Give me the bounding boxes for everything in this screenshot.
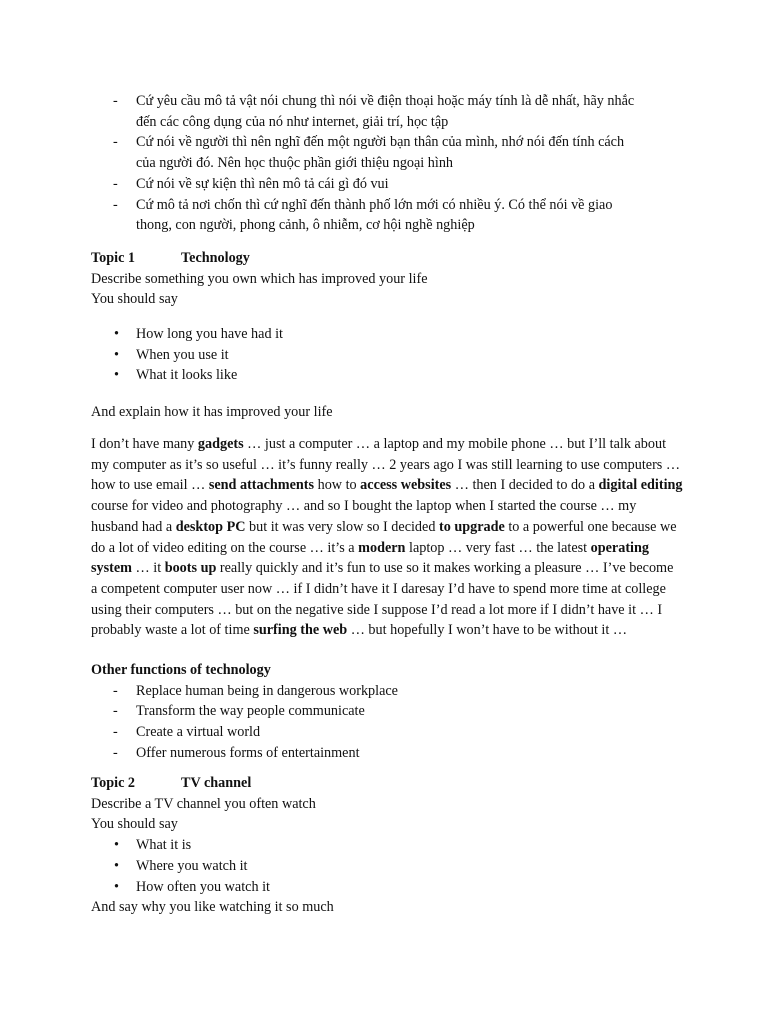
should-say-label: You should say <box>91 816 178 833</box>
intro-tip <box>113 195 693 236</box>
intro-tip <box>113 91 693 132</box>
answer-text: to a powerful one because we do a lot of video editing on the course … it’s a <box>91 518 677 556</box>
other-functions-heading: Other functions of technology <box>91 662 271 678</box>
key-vocabulary: to upgrade <box>438 518 505 535</box>
bullet-marker: • <box>114 326 119 342</box>
topic-name: TV channel <box>181 775 252 791</box>
list-item <box>113 722 691 743</box>
topic-number: Topic 2 <box>91 775 136 791</box>
point-text: How often you watch it <box>136 878 270 895</box>
point-text: How long you have had it <box>136 326 283 342</box>
function-text: Create a virtual world <box>136 724 261 741</box>
bullet-marker: • <box>114 346 119 363</box>
intro-tip <box>113 132 693 173</box>
intro-tip <box>113 174 693 195</box>
list-item <box>113 365 691 386</box>
answer-text: but it was very slow so I decided <box>245 518 439 535</box>
dash-marker: - <box>113 744 118 761</box>
topic-1-points <box>91 324 691 386</box>
topic-2-section <box>91 773 691 918</box>
topic-prompt: Describe something you own which has improved your life <box>91 270 428 287</box>
intro-tip-line: Cứ nói về người thì nên nghĩ đến một người bạn thân của mình, nhớ nói đến tính cách <box>136 134 625 151</box>
function-text: Offer numerous forms of entertainment <box>136 744 360 761</box>
function-text: Replace human being in dangerous workplace <box>136 682 398 699</box>
answer-text: really quickly and it’s fun to use so it makes working a pleasure … I’ve become a competent computer user now … if I didn’t have it I daresay I’d have to spend more time at college using their computers … but on the negative side I suppose I’d read a lot more if I didn’t have it … I probably waste a lot of time <box>91 560 674 639</box>
list-item <box>113 856 691 877</box>
list-item <box>113 835 691 856</box>
topic-1-header <box>91 248 691 310</box>
topic-title <box>91 773 691 794</box>
key-vocabulary: digital editing <box>598 477 683 494</box>
answer-text: … it <box>131 560 165 577</box>
bullet-marker: • <box>114 878 119 895</box>
answer-text: laptop … very fast … the latest <box>405 539 591 556</box>
list-item <box>113 877 691 898</box>
point-text: What it looks like <box>136 367 238 384</box>
topic-1-explain: And explain how it has improved your life <box>91 404 333 420</box>
intro-tip-line: Cứ yêu cầu mô tả vật nói chung thì nói về điện thoại hoặc máy tính là dễ nhất, hãy nhắc <box>136 93 635 109</box>
topic-explain: And say why you like watching it so much <box>91 899 334 916</box>
intro-tip-line: đến các công dụng của nó như internet, giải trí, học tập <box>136 113 449 130</box>
intro-tips-list <box>113 91 693 236</box>
topic-name: Technology <box>181 250 250 266</box>
intro-tip-line: Cứ nói về sự kiện thì nên mô tả cái gì đó vui <box>136 175 389 192</box>
key-vocabulary: access websites <box>360 477 452 494</box>
key-vocabulary: desktop PC <box>175 518 246 535</box>
point-text: Where you watch it <box>136 857 248 874</box>
bullet-marker: • <box>114 857 119 874</box>
dash-marker: - <box>113 175 118 192</box>
dash-marker: - <box>113 196 118 213</box>
list-item <box>113 743 691 764</box>
intro-tip-line: của người đó. Nên học thuộc phần giới thiệu ngoại hình <box>136 155 454 172</box>
list-item <box>113 701 691 722</box>
intro-tip-line: thong, con người, phong cảnh, ô nhiễm, cơ hội nghề nghiệp <box>136 217 475 234</box>
other-functions-section <box>91 660 691 764</box>
answer-text: I don’t have many <box>91 436 198 452</box>
topic-title <box>91 248 691 269</box>
dash-marker: - <box>113 93 118 109</box>
answer-text: … but hopefully I won’t have to be without it … <box>347 622 628 639</box>
key-vocabulary: gadgets <box>197 436 244 452</box>
should-say-label: You should say <box>91 291 178 308</box>
list-item <box>113 324 691 345</box>
key-vocabulary: boots up <box>164 560 217 577</box>
answer-text: … just a computer … a laptop and my mobile phone … but I’ll talk about my computer as it’s so useful … it’s funny really … 2 years ago I was still learning to use computers … how to use email … <box>91 436 681 494</box>
answer-text: course for video and photography … and so I bought the laptop when I started the course … my husband had a <box>91 498 637 535</box>
point-text: What it is <box>136 837 192 854</box>
function-text: Transform the way people communicate <box>136 703 365 720</box>
topic-prompt: Describe a TV channel you often watch <box>91 795 316 812</box>
answer-text: … then I decided to do a <box>451 477 599 494</box>
bullet-marker: • <box>114 367 119 384</box>
list-item <box>113 345 691 366</box>
point-text: When you use it <box>136 346 229 363</box>
intro-tip-line: Cứ mô tả nơi chốn thì cứ nghĩ đến thành phố lớn mới có nhiều ý. Có thể nói về giao <box>136 196 613 213</box>
topic-number: Topic 1 <box>91 250 136 266</box>
dash-marker: - <box>113 703 118 720</box>
dash-marker: - <box>113 724 118 741</box>
answer-paragraph <box>91 434 683 641</box>
key-vocabulary: operating system <box>91 539 649 577</box>
dash-marker: - <box>113 682 118 699</box>
key-vocabulary: modern <box>358 539 406 556</box>
bullet-marker: • <box>114 837 119 854</box>
dash-marker: - <box>113 134 118 151</box>
key-vocabulary: send attachments <box>208 477 315 494</box>
key-vocabulary: surfing the web <box>253 622 348 639</box>
answer-text: how to <box>314 477 361 494</box>
list-item <box>113 681 691 702</box>
